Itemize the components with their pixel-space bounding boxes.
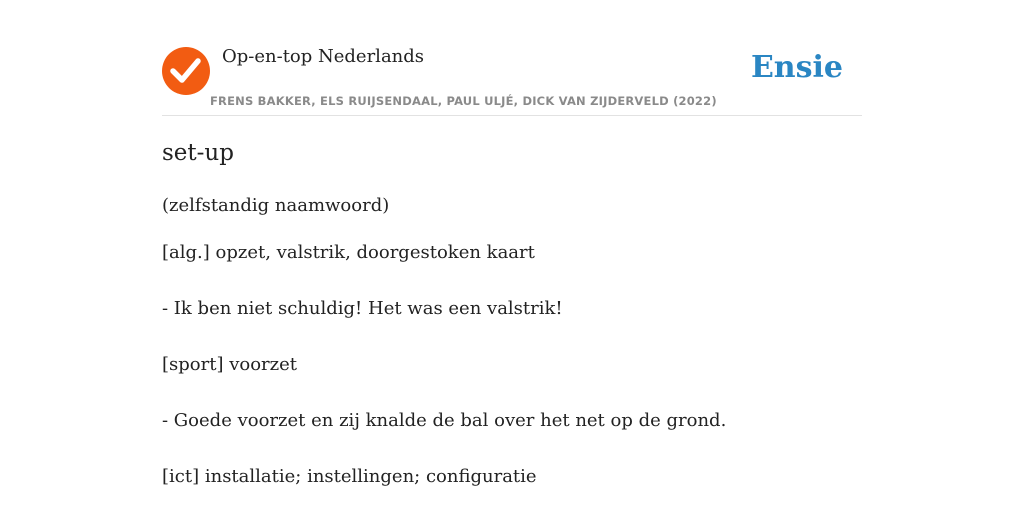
definition-line: [alg.] opzet, valstrik, doorgestoken kaart [162, 242, 535, 263]
ensie-logo[interactable]: Ensie [750, 50, 843, 85]
source-authors: FRENS BAKKER, ELS RUIJSENDAAL, PAUL ULJÉ, DICK VAN ZIJDERVELD (2022) [210, 94, 717, 108]
definition-list [162, 242, 726, 512]
example-line: - Goede voorzet en zij knalde de bal over het net op de grond. [162, 410, 727, 431]
source-header [162, 0, 862, 116]
entry-headword: set-up [162, 140, 234, 166]
definition-line: [sport] voorzet [162, 354, 298, 375]
definition-line: [ict] installatie; instellingen; configuratie [162, 466, 537, 487]
checkmark-icon [162, 47, 210, 95]
part-of-speech: (zelfstandig naamwoord) [162, 195, 390, 216]
example-line: - Ik ben niet schuldig! Het was een valstrik! [162, 298, 563, 319]
source-title[interactable]: Op-en-top Nederlands [222, 46, 425, 67]
dictionary-entry-page [162, 0, 862, 512]
